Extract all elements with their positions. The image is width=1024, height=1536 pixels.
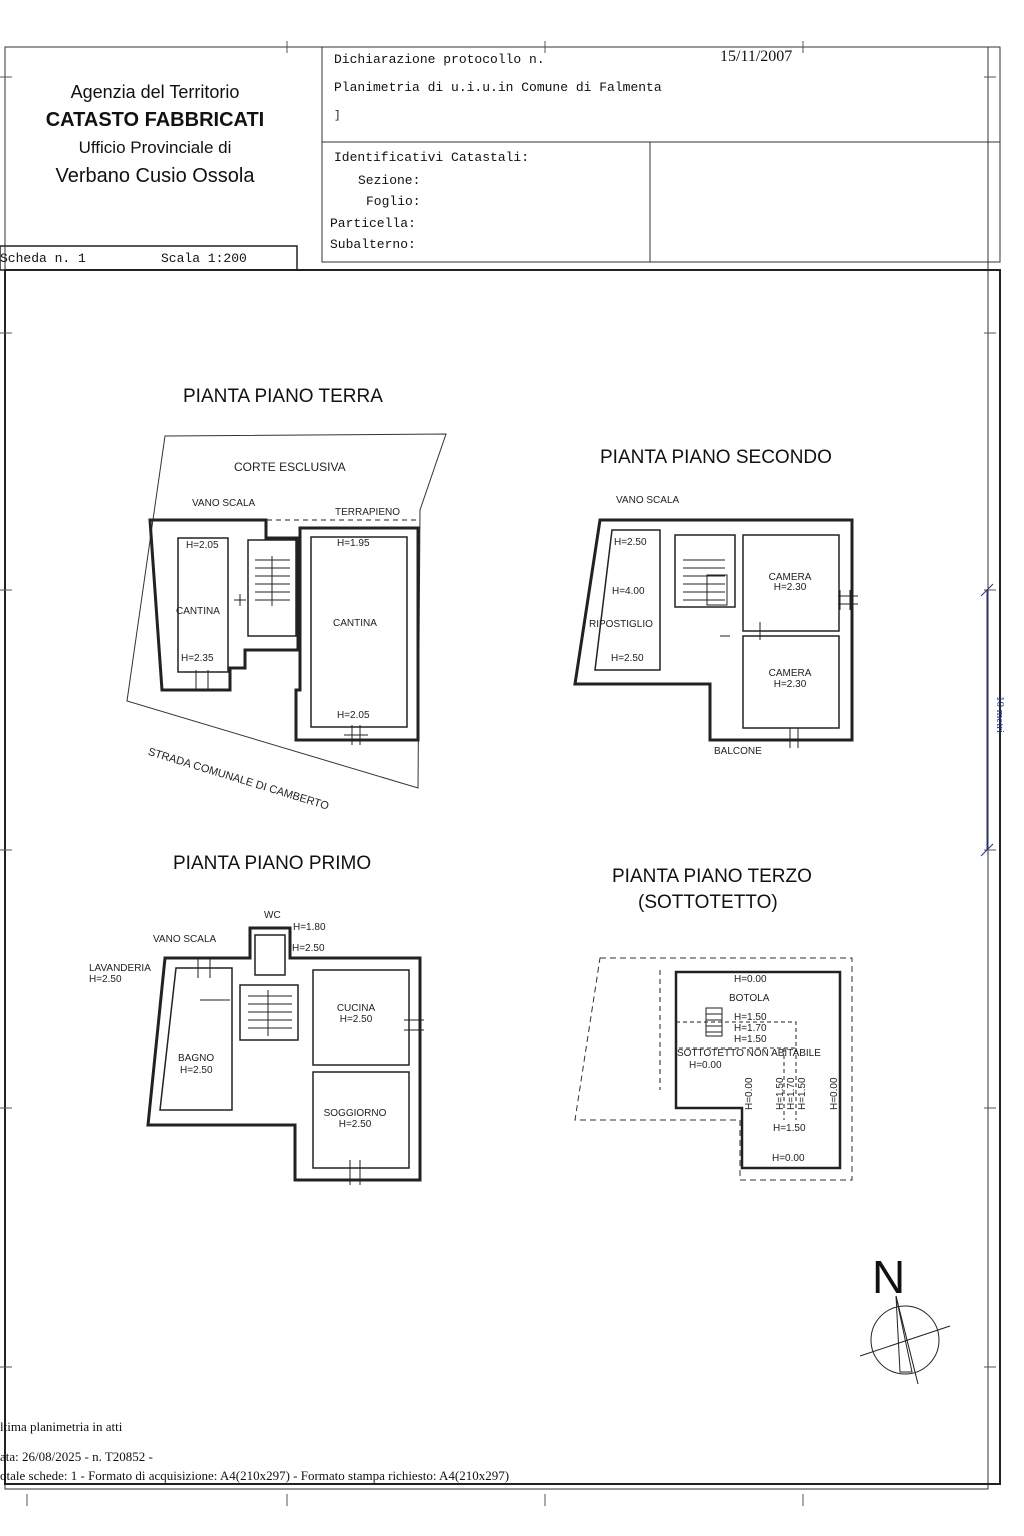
label-soggiorno-h: H=2.50 (338, 1119, 372, 1130)
footer-format: otale schede: 1 - Formato di acquisizione: A4(210x297) - Formato stampa richiesto: A4(210x297) (0, 1468, 510, 1483)
label-camera-1-h: H=2.30 (773, 582, 807, 593)
foglio-label: Foglio: (366, 194, 421, 209)
label-h250-wc: H=2.50 (292, 943, 325, 954)
label-h180: H=1.80 (293, 922, 326, 933)
label-h400: H=4.00 (612, 586, 645, 597)
scale-bar (981, 584, 993, 856)
scale-bar-label: 10 metri (994, 696, 1006, 733)
label-wc: WC (264, 910, 281, 921)
label-corte-esclusiva: CORTE ESCLUSIVA (234, 460, 346, 474)
label-h000-b: H=0.00 (689, 1060, 722, 1071)
footer-last-plan: ltima planimetria in atti (0, 1419, 123, 1434)
label-h170-a: H=1.70 (734, 1023, 767, 1034)
label-vano-scala-terra: VANO SCALA (192, 498, 256, 509)
plan-piano-secondo (575, 520, 858, 748)
label-v170: H=1.70 (786, 1077, 797, 1110)
footer-date-number: ata: 26/08/2025 - n. T20852 - (0, 1449, 153, 1464)
label-vano-scala-primo: VANO SCALA (153, 934, 217, 945)
label-h000-top: H=0.00 (734, 974, 767, 985)
plan-municipality: Planimetria di u.i.u.in Comune di Falmenta (334, 80, 662, 95)
drawing-area-frame (5, 270, 1000, 1484)
agency-name: Agenzia del Territorio (70, 82, 240, 102)
label-soggiorno: SOGGIORNO (323, 1108, 387, 1119)
label-h235: H=2.35 (181, 653, 214, 664)
label-camera-1: CAMERA (768, 572, 812, 583)
label-cantina-1: CANTINA (176, 606, 220, 617)
label-sottotetto-non-abitabile: SOTTOTETTO NON ABITABILE (677, 1048, 821, 1059)
label-v150-a: H=1.50 (775, 1077, 786, 1110)
agency-block (0, 78, 310, 190)
label-v000-left: H=0.00 (744, 1077, 755, 1110)
label-camera-2-h: H=2.30 (773, 679, 807, 690)
agency-department: CATASTO FABBRICATI (45, 109, 265, 131)
north-letter: N (872, 1251, 906, 1303)
label-lavanderia-h: H=2.50 (89, 974, 122, 985)
label-v000-right: H=0.00 (829, 1077, 840, 1110)
scheda-number: Scheda n. 1 (0, 251, 86, 266)
identifiers-title: Identificativi Catastali: (334, 150, 530, 165)
title-piano-terzo: PIANTA PIANO TERZO (612, 866, 812, 887)
label-camera-2: CAMERA (768, 668, 812, 679)
north-arrow (860, 1296, 950, 1384)
label-terrapieno: TERRAPIENO (335, 507, 401, 518)
label-botola: BOTOLA (729, 993, 770, 1004)
label-h205-b: H=2.05 (337, 710, 370, 721)
agency-province: Verbano Cusio Ossola (55, 165, 255, 187)
particella-label: Particella: (330, 216, 416, 231)
label-cucina-h: H=2.50 (339, 1014, 373, 1025)
label-h000-bottom: H=0.00 (772, 1153, 805, 1164)
title-piano-secondo: PIANTA PIANO SECONDO (600, 447, 832, 468)
label-cucina: CUCINA (336, 1003, 376, 1014)
title-piano-primo: PIANTA PIANO PRIMO (173, 853, 372, 874)
label-h250-a: H=2.50 (614, 537, 647, 548)
outer-frame (5, 47, 988, 1489)
label-vano-scala-secondo: VANO SCALA (616, 495, 680, 506)
label-h150-c: H=1.50 (773, 1123, 806, 1134)
title-sottotetto: (SOTTOTETTO) (638, 892, 778, 913)
label-ripostiglio: RIPOSTIGLIO (589, 619, 653, 630)
plan-piano-terra (127, 434, 446, 788)
label-v150-b: H=1.50 (797, 1077, 808, 1110)
label-h150-b: H=1.50 (734, 1034, 767, 1045)
protocol-date: 15/11/2007 (720, 48, 793, 65)
label-cantina-2: CANTINA (333, 618, 377, 629)
header-bracket: ] (334, 110, 341, 122)
label-lavanderia: LAVANDERIA (89, 963, 151, 974)
subalterno-label: Subalterno: (330, 237, 416, 252)
sezione-label: Sezione: (358, 173, 421, 188)
label-h150-a: H=1.50 (734, 1012, 767, 1023)
label-h205-a: H=2.05 (186, 540, 219, 551)
label-bagno-h: H=2.50 (180, 1065, 213, 1076)
label-h195: H=1.95 (337, 538, 370, 549)
label-strada-camberto: STRADA COMUNALE DI CAMBERTO (146, 746, 331, 813)
agency-office: Ufficio Provinciale di (78, 138, 232, 157)
label-h250-b: H=2.50 (611, 653, 644, 664)
label-balcone: BALCONE (714, 746, 762, 757)
scale-ratio: Scala 1:200 (161, 251, 247, 266)
title-piano-terra: PIANTA PIANO TERRA (183, 386, 383, 407)
label-bagno: BAGNO (178, 1053, 215, 1064)
protocol-label: Dichiarazione protocollo n. (334, 52, 545, 67)
